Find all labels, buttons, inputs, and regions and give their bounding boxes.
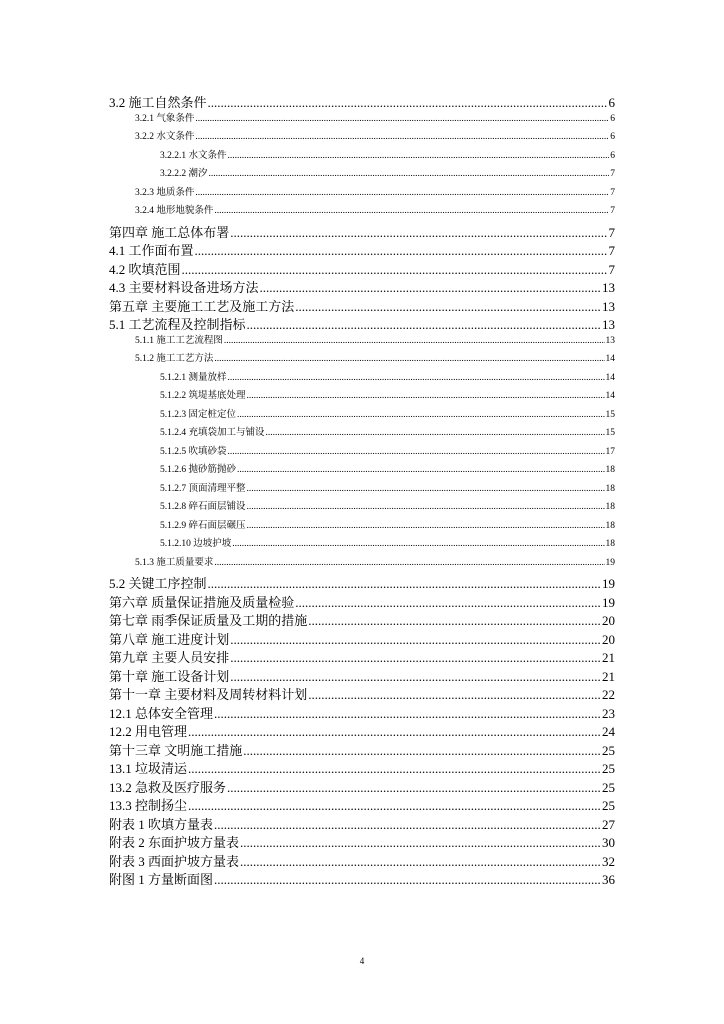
toc-entry-page: 18 [605, 483, 615, 494]
toc-entry-title: 5.1.2 施工工艺方法 [135, 354, 214, 364]
toc-leader-dots [188, 799, 601, 812]
toc-leader-dots [260, 281, 601, 294]
toc-entry-title: 第八章 施工进度计划 [109, 631, 230, 647]
toc-leader-dots [228, 374, 605, 384]
toc-leader-dots [230, 670, 601, 683]
toc-entry[interactable] [109, 781, 615, 800]
toc-entry-page: 18 [605, 465, 615, 475]
toc-leader-dots [230, 633, 601, 646]
toc-entry-page: 19 [602, 594, 615, 610]
toc-entry[interactable] [109, 429, 615, 448]
toc-entry-page: 27 [602, 816, 615, 832]
toc-entry-title: 3.2.2 水文条件 [135, 132, 195, 142]
toc-leader-dots [208, 96, 608, 109]
toc-entry-title: 第四章 施工总体布署 [109, 224, 230, 240]
toc-entry-title: 12.2 用电管理 [109, 724, 188, 739]
toc-entry[interactable] [109, 577, 615, 596]
toc-entry-title: 5.1.2.1 测量放样 [160, 372, 227, 383]
toc-leader-dots [214, 207, 609, 217]
toc-leader-dots [240, 855, 601, 868]
toc-entry-title: 12.1 总体安全管理 [109, 705, 214, 721]
toc-entry-title: 3.2.3 地质条件 [135, 187, 195, 198]
toc-entry[interactable] [109, 744, 615, 763]
toc-entry[interactable] [109, 799, 615, 818]
toc-leader-dots [214, 559, 604, 569]
toc-entry[interactable] [109, 392, 615, 411]
toc-entry[interactable] [109, 170, 615, 189]
toc-leader-dots [247, 318, 601, 331]
toc-entry[interactable] [109, 485, 615, 504]
toc-entry-title: 第六章 质量保证措施及质量检验 [109, 594, 295, 610]
toc-entry[interactable] [109, 836, 615, 855]
toc-entry-page: 25 [602, 779, 615, 795]
toc-entry[interactable] [109, 466, 615, 485]
toc-entry-page: 19 [602, 576, 615, 591]
toc-entry-page: 20 [602, 613, 615, 628]
toc-entry[interactable] [109, 448, 615, 467]
toc-entry[interactable] [109, 633, 615, 652]
toc-leader-dots [247, 485, 605, 495]
toc-entry[interactable] [109, 503, 615, 522]
toc-entry-title: 附图 1 方量断面图 [109, 872, 214, 887]
toc-leader-dots [227, 781, 601, 794]
toc-entry[interactable] [109, 318, 615, 337]
toc-leader-dots [247, 392, 605, 402]
toc-entry-page: 23 [602, 705, 615, 721]
toc-leader-dots [224, 337, 605, 347]
toc-entry[interactable] [109, 152, 615, 171]
toc-entry-page: 30 [602, 835, 615, 850]
toc-leader-dots [308, 614, 601, 627]
toc-entry-title: 4.2 吹填范围 [109, 261, 181, 277]
toc-entry[interactable] [109, 873, 615, 892]
toc-entry-page: 21 [602, 668, 615, 684]
toc-entry-title: 5.1.2.5 吹填砂袋 [160, 446, 227, 457]
toc-leader-dots [188, 762, 601, 775]
toc-leader-dots [195, 189, 609, 199]
toc-entry-title: 5.2 关键工序控制 [109, 576, 207, 591]
toc-entry-page: 25 [602, 798, 615, 813]
toc-leader-dots [195, 115, 609, 125]
toc-entry[interactable] [109, 522, 615, 541]
toc-entry-title: 4.3 主要材料设备进场方法 [109, 280, 259, 295]
toc-entry[interactable] [109, 762, 615, 781]
toc-entry-title: 5.1.2.8 碎石面层铺设 [160, 502, 246, 512]
toc-leader-dots [243, 744, 601, 757]
toc-leader-dots [228, 152, 610, 162]
toc-entry[interactable] [109, 226, 615, 245]
toc-entry-page: 21 [602, 650, 615, 665]
toc-entry[interactable] [109, 614, 615, 633]
toc-entry-title: 5.1.2.3 固定桩定位 [160, 409, 237, 420]
toc-leader-dots [247, 503, 605, 513]
toc-entry-page: 20 [602, 631, 615, 647]
toc-entry-title: 3.2.4 地形地貌条件 [135, 206, 214, 216]
toc-entry-page: 25 [602, 761, 615, 776]
toc-entry-title: 5.1.2.4 充填袋加工与铺设 [160, 428, 265, 438]
toc-entry[interactable] [109, 189, 615, 208]
toc-entry[interactable] [109, 96, 615, 115]
toc-leader-dots [228, 448, 605, 458]
toc-entry-page: 18 [605, 520, 615, 531]
toc-entry-title: 5.1.3 施工质量要求 [135, 557, 214, 568]
toc-entry-title: 附表 2 东面护坡方量表 [109, 835, 240, 850]
toc-entry[interactable] [109, 115, 615, 134]
toc-entry[interactable] [109, 688, 615, 707]
toc-entry-title: 3.2.2.1 水文条件 [160, 150, 227, 161]
toc-entry-page: 15 [605, 428, 615, 438]
toc-entry-title: 5.1.2.9 碎石面层碾压 [160, 520, 246, 531]
toc-leader-dots [295, 300, 601, 313]
toc-entry-title: 5.1.2.6 抛砂筋抛砂 [160, 465, 237, 475]
toc-entry-title: 第十三章 文明施工措施 [109, 742, 243, 758]
toc-entry[interactable] [109, 133, 615, 152]
toc-entry[interactable] [109, 725, 615, 744]
toc-entry[interactable] [109, 559, 615, 578]
toc-entry-page: 6 [610, 150, 615, 161]
toc-entry-title: 3.2 施工自然条件 [109, 95, 207, 110]
toc-leader-dots [232, 540, 604, 550]
toc-leader-dots [214, 818, 601, 831]
toc-entry-page: 32 [602, 853, 615, 869]
table-of-contents [109, 96, 615, 892]
toc-leader-dots [230, 651, 601, 664]
toc-entry-page: 13 [602, 317, 615, 332]
toc-leader-dots [240, 836, 601, 849]
toc-leader-dots [214, 873, 601, 886]
toc-entry-page: 6 [608, 95, 615, 110]
toc-entry-title: 5.1.2.2 筑堤基底处理 [160, 391, 246, 401]
toc-leader-dots [308, 688, 601, 701]
page-number: 4 [359, 956, 365, 966]
toc-entry[interactable] [109, 207, 615, 226]
toc-leader-dots [182, 263, 608, 276]
toc-entry[interactable] [109, 670, 615, 689]
toc-entry-page: 7 [610, 206, 615, 216]
toc-leader-dots [295, 596, 601, 609]
toc-entry[interactable] [109, 411, 615, 430]
toc-entry-title: 5.1.1 施工工艺流程图 [135, 335, 223, 346]
toc-entry-page: 22 [602, 687, 615, 702]
toc-entry-title: 附表 3 西面护坡方量表 [109, 853, 240, 869]
toc-entry-title: 第七章 雨季保证质量及工期的措施 [109, 613, 308, 628]
toc-entry-title: 第九章 主要人员安排 [109, 650, 230, 665]
toc-entry[interactable] [109, 355, 615, 374]
toc-entry-title: 5.1 工艺流程及控制指标 [109, 317, 246, 332]
toc-entry-title: 13.2 急救及医疗服务 [109, 779, 227, 795]
toc-entry[interactable] [109, 244, 615, 263]
toc-entry-page: 19 [605, 557, 615, 568]
toc-entry-page: 17 [605, 446, 615, 457]
toc-entry-page: 15 [605, 409, 615, 420]
toc-entry-title: 附表 1 吹填方量表 [109, 816, 214, 832]
toc-leader-dots [247, 522, 605, 532]
toc-entry-title: 3.2.2.2 潮汐 [160, 169, 208, 179]
toc-entry-page: 13 [602, 298, 615, 314]
toc-entry[interactable] [109, 707, 615, 726]
toc-entry-title: 第十一章 主要材料及周转材料计划 [109, 687, 308, 702]
toc-entry[interactable] [109, 855, 615, 874]
toc-entry[interactable] [109, 374, 615, 393]
toc-entry-title: 5.1.2.7 顶面清理平整 [160, 483, 246, 494]
toc-leader-dots [195, 244, 608, 257]
toc-entry-title: 4.1 工作面布置 [109, 243, 194, 258]
toc-leader-dots [214, 707, 601, 720]
toc-leader-dots [237, 466, 604, 476]
toc-entry[interactable] [109, 540, 615, 559]
toc-leader-dots [230, 226, 607, 239]
toc-entry-page: 14 [605, 391, 615, 401]
toc-entry-page: 18 [605, 539, 615, 549]
toc-entry-page: 7 [610, 169, 615, 179]
toc-entry-page: 36 [602, 872, 615, 887]
toc-entry-page: 7 [608, 243, 615, 258]
toc-entry-page: 25 [602, 742, 615, 758]
toc-entry-page: 24 [602, 724, 615, 739]
toc-entry[interactable] [109, 263, 615, 282]
toc-entry[interactable] [109, 281, 615, 300]
toc-entry-page: 14 [605, 354, 615, 364]
toc-entry[interactable] [109, 300, 615, 319]
toc-entry-page: 6 [610, 132, 615, 142]
toc-entry-title: 第十章 施工设备计划 [109, 668, 230, 684]
toc-entry-page: 7 [608, 261, 615, 277]
toc-entry[interactable] [109, 596, 615, 615]
toc-entry-title: 3.2.1 气象条件 [135, 113, 195, 124]
toc-leader-dots [214, 355, 604, 365]
toc-entry-title: 13.3 控制扬尘 [109, 798, 188, 813]
toc-leader-dots [237, 411, 604, 421]
toc-entry-title: 5.1.2.10 边坡护坡 [160, 539, 232, 549]
toc-leader-dots [209, 170, 610, 180]
toc-entry-page: 14 [605, 372, 615, 383]
toc-entry[interactable] [109, 337, 615, 356]
toc-entry-title: 第五章 主要施工工艺及施工方法 [109, 298, 295, 314]
toc-entry-page: 7 [610, 187, 615, 198]
toc-entry[interactable] [109, 651, 615, 670]
toc-entry-title: 13.1 垃圾清运 [109, 761, 188, 776]
toc-entry-page: 6 [610, 113, 615, 124]
toc-entry-page: 13 [605, 335, 615, 346]
toc-entry[interactable] [109, 818, 615, 837]
toc-leader-dots [208, 577, 601, 590]
toc-leader-dots [195, 133, 609, 143]
toc-leader-dots [188, 725, 601, 738]
toc-entry-page: 7 [608, 224, 615, 240]
toc-entry-page: 13 [602, 280, 615, 295]
toc-entry-page: 18 [605, 502, 615, 512]
toc-leader-dots [266, 429, 605, 439]
